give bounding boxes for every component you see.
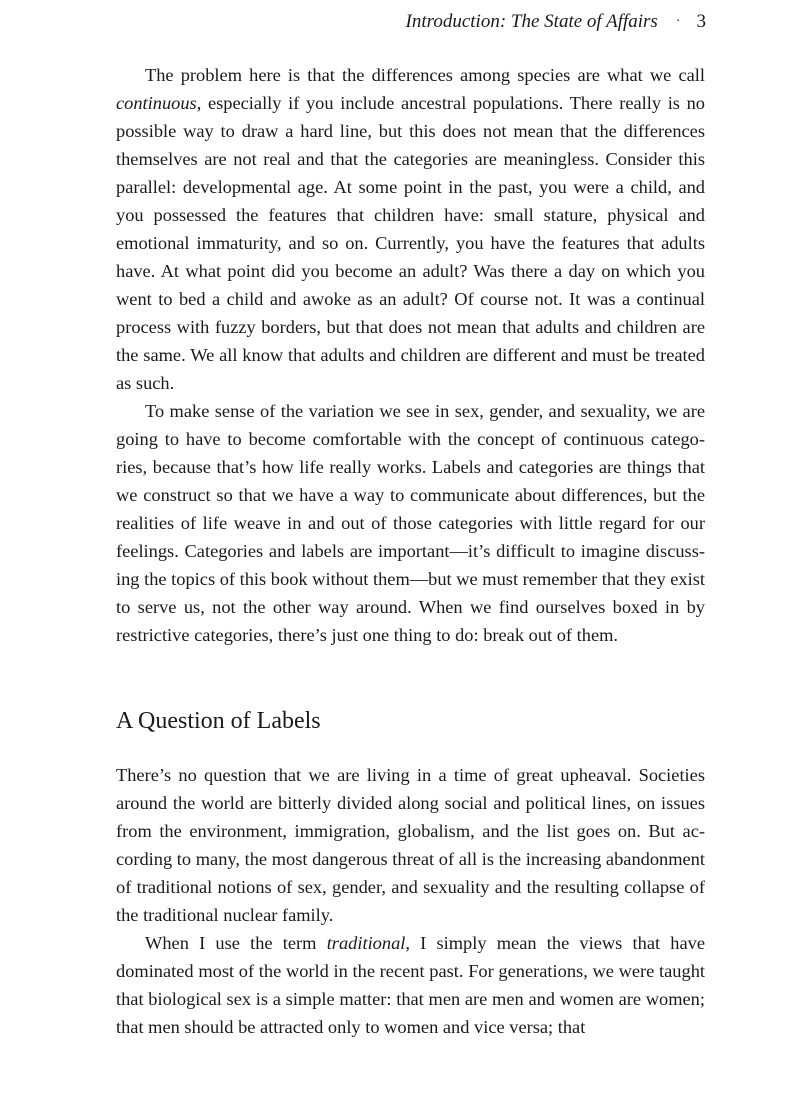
italic-term: traditional [326,933,406,953]
paragraph [116,61,705,397]
running-head-separator: · [675,14,681,29]
running-head-title: Introduction: The State of Affairs [405,11,658,32]
italic-term: continuous [116,93,197,113]
body-text [116,61,705,1041]
running-head [406,8,706,38]
paragraph [116,929,705,1041]
paragraph [116,397,705,649]
paragraph-text: There’s no question that we are living in a time of great upheaval. Societies around the world are bitterly divided along social and political lines, on issues from the environment, immigration, globalism, and the list goes on. But according to many, the most dangerous threat of all is the increasing abandonment of traditional notions of sex, gender, and sexuality and the resulting collapse of the traditional nuclear family. [116,765,705,925]
section-heading: A Question of Labels [116,708,321,734]
paragraph-text: , especially if you include ancestral populations. There really is no possible way to draw a hard line, but this does not mean that the differences themselves are not real and that the categories are meaningless. Consider this parallel: developmental age. At some point in the past, you were a child, and you possessed the features that children have: small stature, physical and emotional immaturity, and so on. Currently, you have the features that adults have. At what point did you become an adult? Was there a day on which you went to bed a child and awoke as an adult? Of course not. It was a continual process with fuzzy borders, but that does not mean that adults and children are the same. We all know that adults and children are different and must be treated as such. [116,93,705,393]
page-number: 3 [696,11,706,32]
paragraph [116,761,705,929]
paragraph-text: , I simply mean the views that have dominated most of the world in the recent past. For generations, we were taught that biological sex is a simple matter: that men are men and women are women; that men should be attracted only to women and vice versa; that [116,933,705,1037]
paragraph-text: To make sense of the variation we see in sex, gender, and sexuality, we are going to have to become comfortable with the concept of continuous categories, because that’s how life really works. Labels and categories are things that we construct so that we have a way to communicate about differences, but the realities of life weave in and out of those categories with little regard for our feelings. Categories and labels are important—it’s difficult to imagine discussing the topics of this book without them—but we must remember that they exist to serve us, not the other way around. When we find ourselves boxed in by restrictive categories, there’s just one thing to do: break out of them. [116,401,705,645]
bottom-paragraphs [116,761,705,1041]
top-paragraphs [116,61,705,649]
paragraph-text: The problem here is that the differences among species are what we call [145,65,705,85]
paragraph-text: When I use the term [145,933,327,953]
